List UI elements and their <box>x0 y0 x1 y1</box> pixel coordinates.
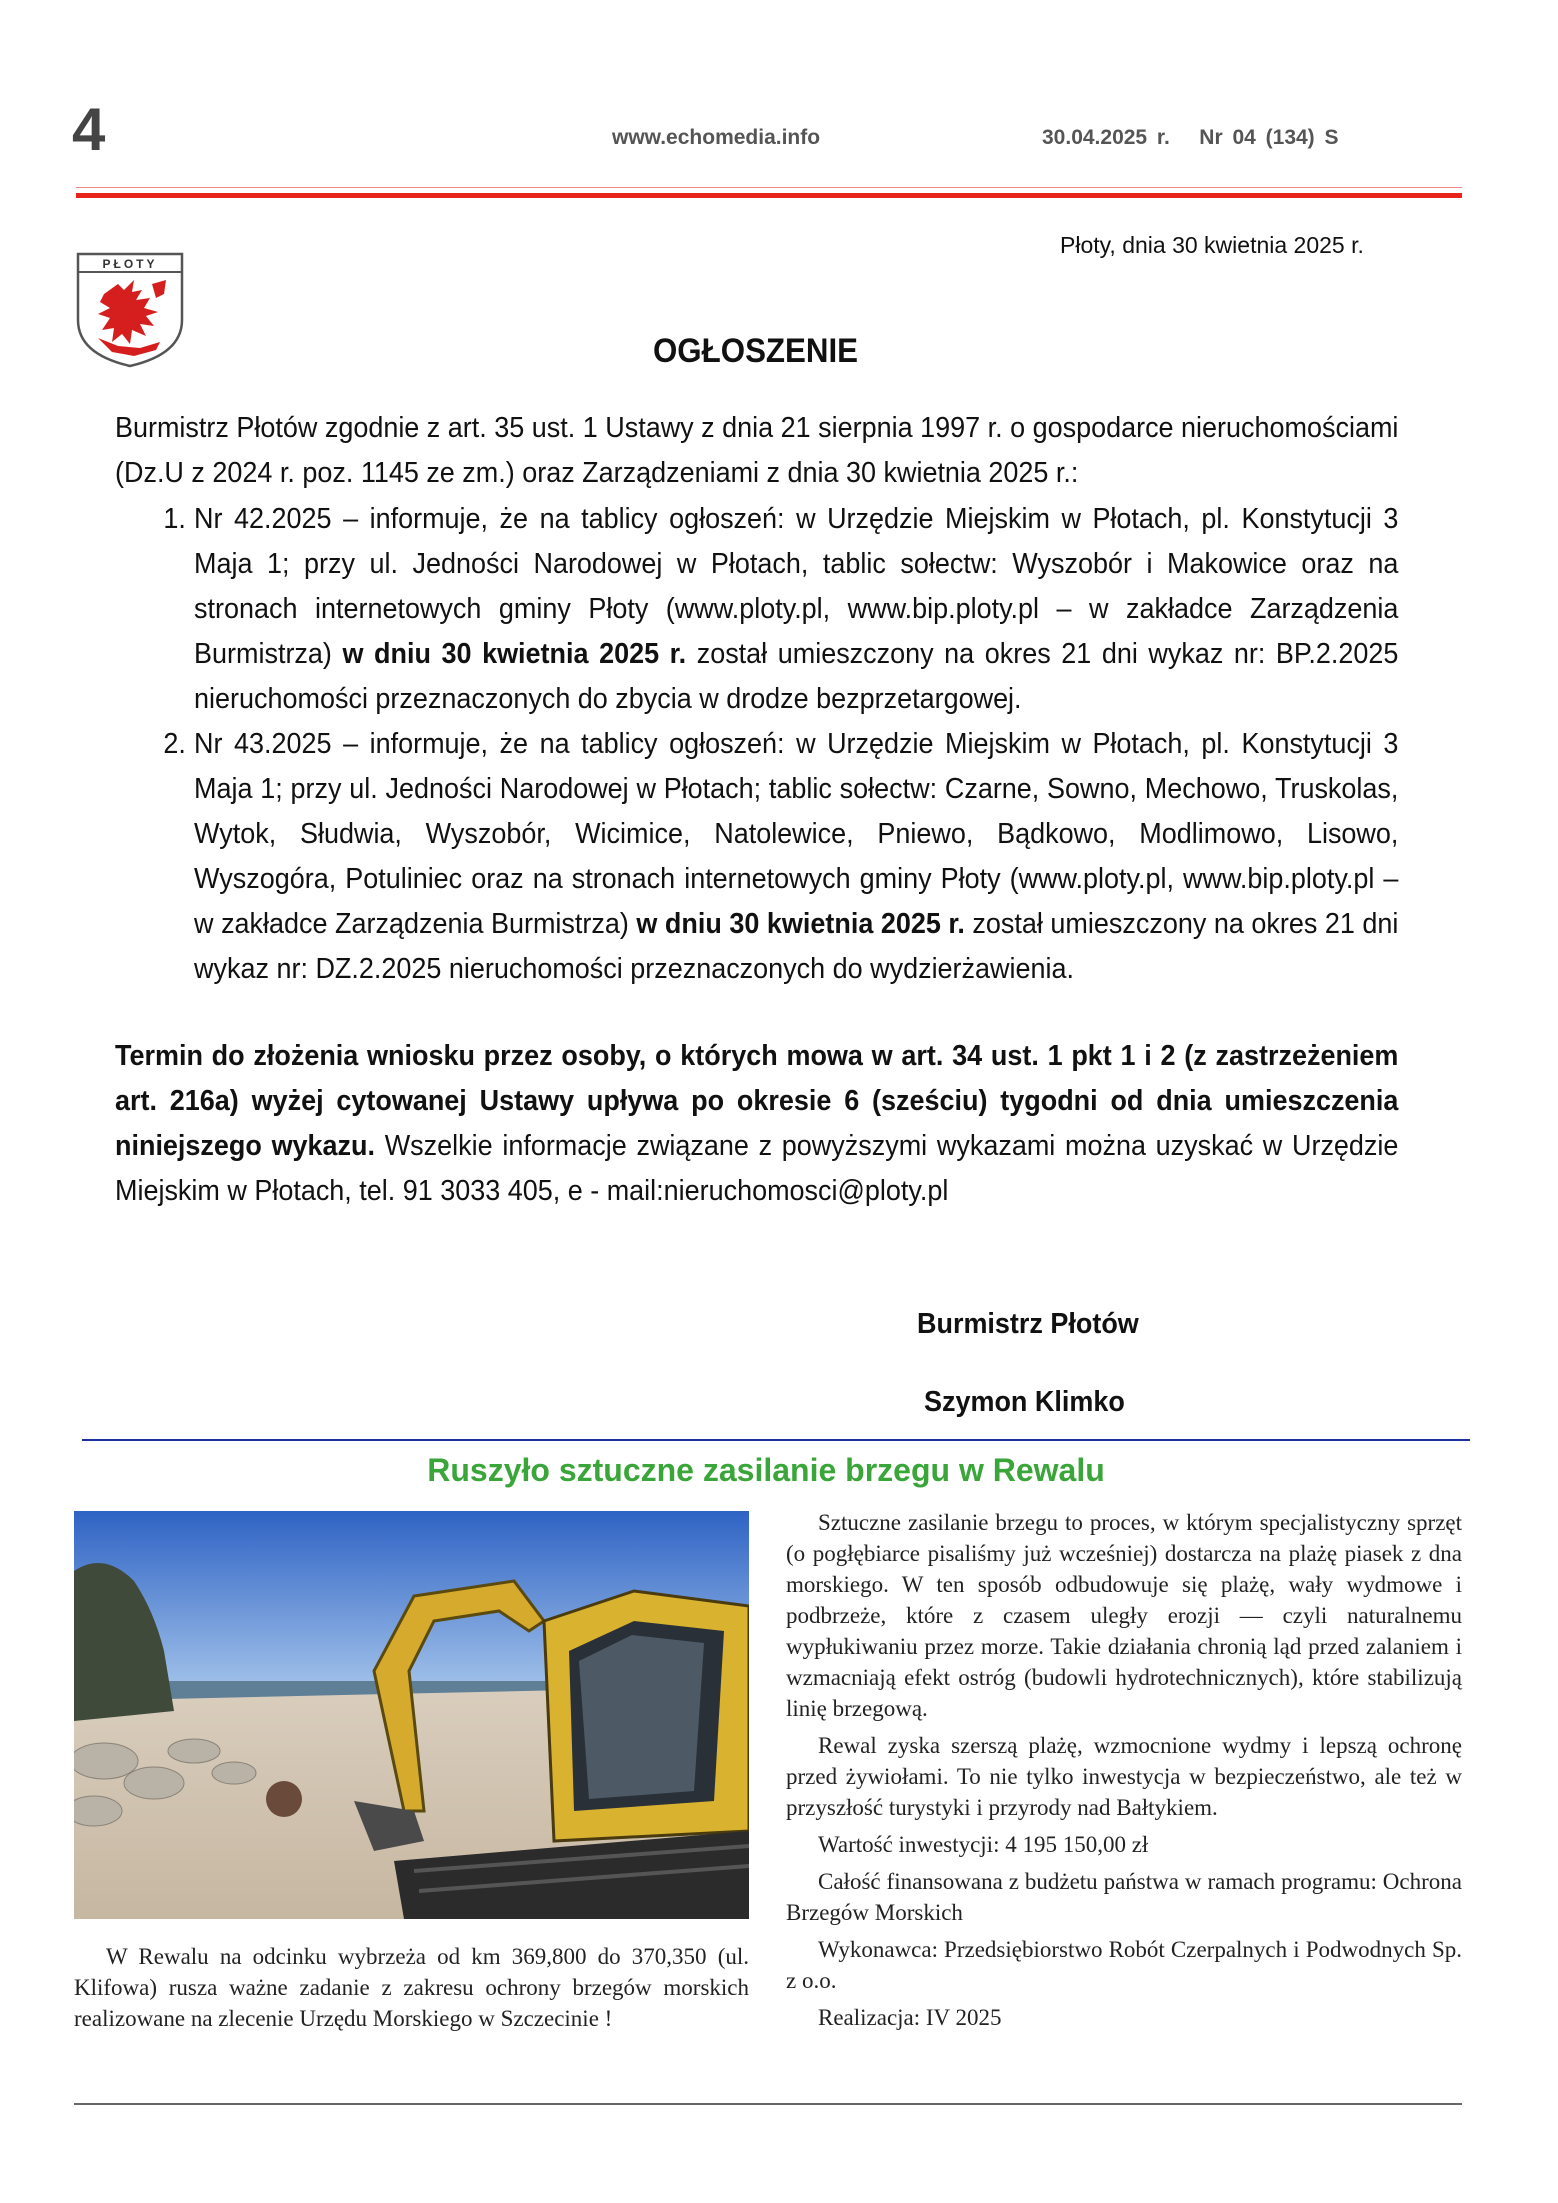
list-item-number: 2. <box>163 728 186 760</box>
signature-title: Burmistrz Płotów <box>917 1308 1139 1340</box>
article-body <box>786 1507 1462 2039</box>
place-date: Płoty, dnia 30 kwietnia 2025 r. <box>1060 232 1364 258</box>
realization-date: Realizacja: IV 2025 <box>818 2005 1002 2030</box>
crest-label: PŁOTY <box>102 257 158 271</box>
contractor-info: Wykonawca: Przedsiębiorstwo Robót Czerpalnych i Podwodnych Sp. z o.o. <box>786 1937 1462 1993</box>
header-rule <box>76 193 1462 198</box>
section-divider <box>82 1439 1470 1441</box>
list-item-number: 1. <box>163 503 186 535</box>
excavator-beach-photo <box>74 1511 749 1919</box>
deadline-paragraph <box>115 1034 1398 1214</box>
issue-date: 30.04.2025 r. Nr 04 (134) S <box>1042 126 1339 149</box>
deadline-contact: Wszelkie informacje związane z powyższymi wykazami można uzyskać w Urzędzie Miejskim w Płotach, tel. 91 3033 405, e - mail:nieruchomosci@ploty.pl <box>115 1130 1399 1207</box>
page-number: 4 <box>72 96 106 163</box>
list-item-text-after: został umieszczony na okres 21 dni wykaz nr: DZ.2.2025 nieruchomości przeznaczonych do wydzierżawienia. <box>194 908 1399 985</box>
caption-text: W Rewalu na odcinku wybrzeża od km 369,800 do 370,350 (ul. Klifowa) rusza ważne zadanie z zakresu ochrony brzegów morskich realizowane na zlecenie Urzędu Morskiego w Szczecinie ! <box>74 1944 749 2031</box>
notice-intro: Burmistrz Płotów zgodnie z art. 35 ust. 1 Ustawy z dnia 21 sierpnia 1997 r. o gospodarce nieruchomościami (Dz.U z 2024 r. poz. 1145 ze zm.) oraz Zarządzeniami z dnia 30 kwietnia 2025 r.: <box>115 412 1399 489</box>
article-paragraph: Rewal zyska szerszą plażę, wzmocnione wydmy i lepszą ochronę przed żywiołami. To nie tylko inwestycja w bezpieczeństwo, ale też w przyszłość turystyki i przyrody nad Bałtykiem. <box>786 1733 1462 1820</box>
list-item <box>115 722 1398 992</box>
header-rule-thin <box>76 187 1462 188</box>
notice-title: OGŁOSZENIE <box>652 332 859 370</box>
list-item-text: Nr 43.2025 – informuje, że na tablicy ogłoszeń: w Urzędzie Miejskim w Płotach, pl. Konstytucji 3 Maja 1; przy ul. Jedności Narodowej w Płotach; tablic sołectw: Czarne, Sowno, Mechowo, Truskolas, Wytok, Słudwia, Wyszobór, Wicimice, Natolewice, Pniewo, Bądkowo, Modlimowo, Lisowo, Wyszogóra, Potuliniec oraz na stronach internetowych gminy Płoty (www.ploty.pl, www.bip.ploty.pl – w zakładce Zarządzenia Burmistrza) <box>194 728 1399 940</box>
article-title: Ruszyło sztuczne zasilanie brzegu w Rewalu <box>427 1452 1105 1488</box>
notice-list <box>115 497 1398 992</box>
list-item-date: w dniu 30 kwietnia 2025 r. <box>342 638 687 670</box>
website-url[interactable]: www.echomedia.info <box>612 126 821 149</box>
investment-value: Wartość inwestycji: 4 195 150,00 zł <box>818 1832 1149 1857</box>
list-item-text: Nr 42.2025 – informuje, że na tablicy ogłoszeń: w Urzędzie Miejskim w Płotach, pl. Konstytucji 3 Maja 1; przy ul. Jedności Narodowej w Płotach, tablic sołectw: Wyszobór i Makowice oraz na stronach internetowych gminy Płoty (www.ploty.pl, www.bip.ploty.pl – w zakładce Zarządzenia Burmistrza) <box>194 503 1399 670</box>
list-item <box>115 497 1398 722</box>
list-item-date: w dniu 30 kwietnia 2025 r. <box>636 908 965 940</box>
deadline-bold: Termin do złożenia wniosku przez osoby, o których mowa w art. 34 ust. 1 pkt 1 i 2 (z zastrzeżeniem art. 216a) wyżej cytowanej Ustawy upływa po okresie 6 (sześciu) tygodni od dnia umieszczenia niniejszego wykazu. <box>115 1040 1399 1162</box>
footer-rule <box>74 2103 1462 2105</box>
photo-caption <box>74 1941 749 2034</box>
list-item-text-after: został umieszczony na okres 21 dni wykaz nr: BP.2.2025 nieruchomości przeznaczonych do zbycia w drodze bezprzetargowej. <box>194 638 1399 715</box>
signature-name: Szymon Klimko <box>924 1386 1125 1418</box>
funding-info: Całość finansowana z budżetu państwa w ramach programu: Ochrona Brzegów Morskich <box>786 1869 1462 1925</box>
article-paragraph: Sztuczne zasilanie brzegu to proces, w którym specjalistyczny sprzęt (o pogłębiarce pisaliśmy już wcześniej) dostarcza na plażę piasek z dna morskiego. W ten sposób odbudowuje się plażę, wały wydmowe i podbrzeże, które z czasem uległy erozji — czyli naturalnemu wypłukiwaniu przez morze. Takie działania chronią ląd przed zalaniem i wzmacniają efekt ostróg (budowli hydrotechnicznych), które stabilizują linię brzegową. <box>786 1510 1462 1721</box>
